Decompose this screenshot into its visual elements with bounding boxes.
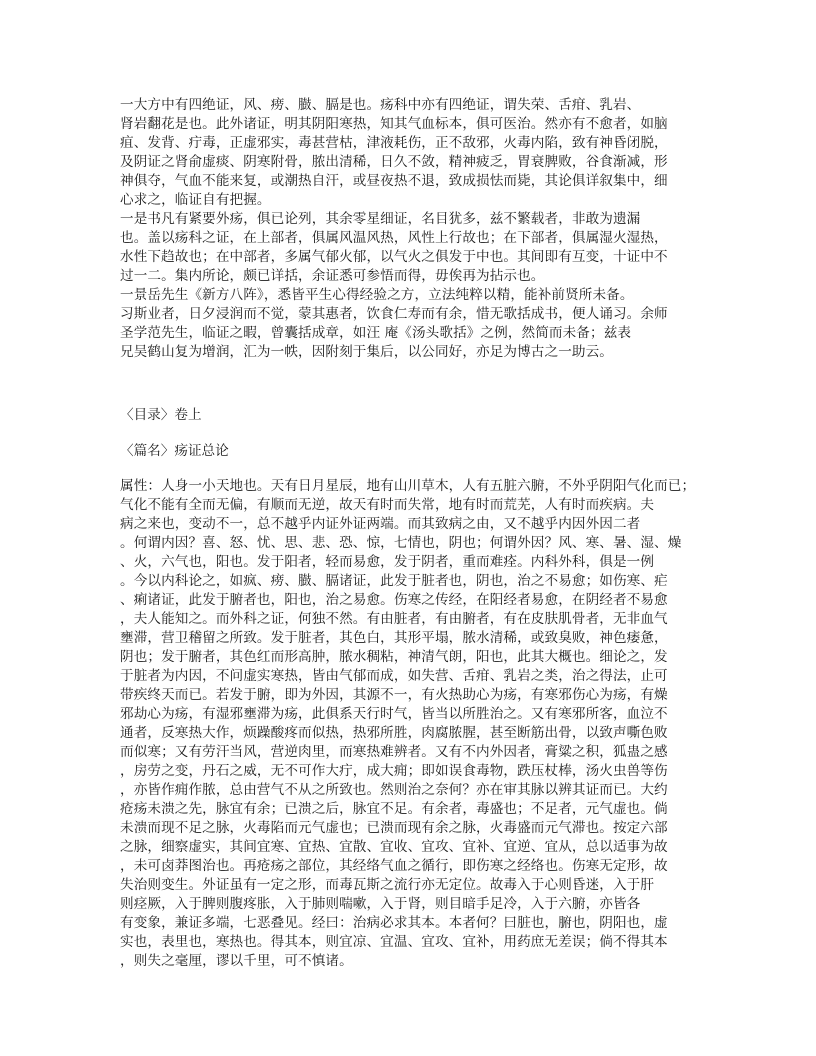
text-line: 、火，六气也，阳也。发于阳者，轻而易愈，发于阴者，重而难痊。内科外科，俱是一例 — [120, 554, 655, 570]
text-line: 失治则变生。外证虽有一定之形，而毒瓦斯之流行亦无定位。故毒入于心则昏迷，入于肝 — [120, 877, 655, 893]
text-line: 而似寒；又有劳汗当风，营逆肉里，而寒热难辨者。又有不内外因者，膏粱之积，狐蛊之感 — [120, 744, 668, 760]
text-line: 一是书凡有紧要外疡，俱已论列，其余零星细证，名目犹多，兹不繁载者，非敢为遗漏 — [120, 211, 641, 227]
text-line: 一景岳先生《新方八阵》，悉皆平生心得经验之方，立法纯粹以精，能补前贤所未备。 — [120, 287, 634, 303]
text-line: ，则失之毫厘，谬以千里，可不慎诸。 — [120, 953, 353, 969]
text-line: 邪劫心为疡，有湿邪壅滞为疡，此俱系天行时气，皆当以所胜治之。又有寒邪所客，血泣不 — [120, 706, 668, 722]
text-line: 。何谓内因？喜、怒、忧、思、悲、恐、惊，七情也，阴也；何谓外因？风、寒、暑、湿、燥 — [120, 535, 682, 551]
text-line: 通者，反寒热大作，烦躁酸疼而似热，热邪所胜，肉腐脓腥，甚至断筋出骨，以致声嘶色败 — [120, 725, 668, 741]
text-line: 阴也；发于腑者，其色红而形高肿，脓水稠粘，神清气朗，阳也，此其大概也。细论之，发 — [120, 649, 668, 665]
text-line: 实也，表里也，寒热也。得其本，则宜凉、宜温、宜攻、宜补，用药庶无差误；倘不得其本 — [120, 934, 668, 950]
text-line: 气化不能有全而无偏，有顺而无逆，故天有时而失常，地有时而荒芜，人有时而疾病。夫 — [120, 497, 655, 513]
text-line: 兄吴鹤山复为增润，汇为一帙，因附刻于集后，以公同好，亦足为博古之一助云。 — [120, 344, 613, 360]
text-line: ，夫人能知之。而外科之证，何独不然。有由脏者，有由腑者，有在皮肤肌骨者，无非血气 — [120, 611, 668, 627]
text-line: 圣学范先生，临证之暇，曾囊括成章，如汪 庵《汤头歌括》之例，然简而未备；兹表 — [120, 325, 632, 341]
text-line: 水性下趋故也；在中部者，多属气郁火郁，以气火之俱发于中也。其间即有互变，十证中不 — [120, 249, 668, 265]
text-line: 心求之，临证自有把握。 — [120, 192, 271, 208]
text-line: ，亦皆作痈作脓，总由营气不从之所致也。然则治之奈何？亦在审其脉以辨其证而已。大约 — [120, 782, 668, 798]
text-line: 病之来也，变动不一，总不越乎内证外证两端。而其致病之由，又不越乎内因外因二者 — [120, 516, 641, 532]
text-line: 壅滞，营卫稽留之所致。发于脏者，其色白，其形平塌，脓水清稀，或致臭败，神色痿惫， — [120, 630, 668, 646]
text-line: 于脏者为内因，不问虚实寒热，皆由气郁而成，如失营、舌疳、乳岩之类，治之得法，止可 — [120, 668, 668, 684]
text-line: 属性：人身一小天地也。天有日月星辰，地有山川草木，人有五脏六腑，不外乎阴阳气化而已； — [120, 478, 696, 494]
text-line: 及阴证之肾俞虚痰、阴寒附骨，脓出清稀，日久不敛，精神疲乏，胃衰脾败，谷食渐减，形 — [120, 154, 668, 170]
chapter-heading: 〈篇名〉疡证总论 — [120, 443, 229, 459]
text-line: 。今以内科论之，如疯、痨、臌、膈诸证，此发于脏者也，阴也，治之不易愈；如伤寒、疟 — [120, 573, 668, 589]
text-line: 一大方中有四绝证，风、痨、臌、膈是也。疡科中亦有四绝证，谓失荣、舌疳、乳岩、 — [120, 97, 641, 113]
text-line: 未溃而现不足之脉，火毒陷而元气虚也；已溃而现有余之脉，火毒盛而元气滞也。按定六部 — [120, 820, 668, 836]
text-line: 疮疡未溃之先，脉宜有余；已溃之后，脉宜不足。有余者，毒盛也；不足者，元气虚也。倘 — [120, 801, 668, 817]
text-line: 疽、发背、疔毒，正虚邪实，毒甚营枯，津液耗伤，正不敌邪，火毒内陷，致有神昏闭脱， — [120, 135, 668, 151]
catalog-heading-block — [120, 404, 710, 425]
text-line: 之脉，细察虚实，其间宜寒、宜热、宜散、宜收、宜攻、宜补、宜逆、宜从，总以适事为故 — [120, 839, 668, 855]
text-line: 带疾终天而已。若发于腑，即为外因，其源不一，有火热助心为疡，有寒邪伤心为疡，有燥 — [120, 687, 668, 703]
text-line: 有变象，兼证多端，七恶叠见。经曰：治病必求其本。本者何？曰脏也，腑也，阴阳也，虚 — [120, 915, 668, 931]
text-line: 神俱夺，气血不能来复，或潮热自汗，或昼夜热不退，致成损怯而毙，其论俱详叙集中，细 — [120, 173, 668, 189]
text-line: 习斯业者，日夕浸润而不觉，蒙其惠者，饮食仁寿而有余，惜无歌括成书，便人诵习。余师 — [120, 306, 668, 322]
text-line: 过一二。集内所论，颇已详括，余证悉可参悟而得，毋俟再为拈示也。 — [120, 268, 545, 284]
body-section — [120, 477, 710, 971]
text-line: 也。盖以疡科之证，在上部者，俱属风温风热，风性上行故也；在下部者，俱属湿火湿热， — [120, 230, 668, 246]
catalog-heading: 〈目录〉卷上 — [120, 407, 202, 423]
text-line: 、痢诸证，此发于腑者也，阳也，治之易愈。伤寒之传经，在阳经者易愈，在阴经者不易愈 — [120, 592, 668, 608]
chapter-heading-block — [120, 440, 710, 461]
text-line: ，房劳之变，丹石之威，无不可作大疔，成大痈；即如误食毒物，跌压杖棒，汤火虫兽等伤 — [120, 763, 668, 779]
text-line: 则痉厥，入于脾则腹疼胀，入于肺则喘嗽，入于肾，则目暗手足冷，入于六腑，亦皆各 — [120, 896, 641, 912]
text-line: ，未可卤莽图治也。再疮疡之部位，其经络气血之循行，即伤寒之经络也。伤寒无定形，故 — [120, 858, 668, 874]
text-line: 肾岩翻花是也。此外诸证，明其阴阳寒热，知其气血标本，俱可医治。然亦有不愈者，如脑 — [120, 116, 668, 132]
preface-section — [120, 96, 710, 362]
